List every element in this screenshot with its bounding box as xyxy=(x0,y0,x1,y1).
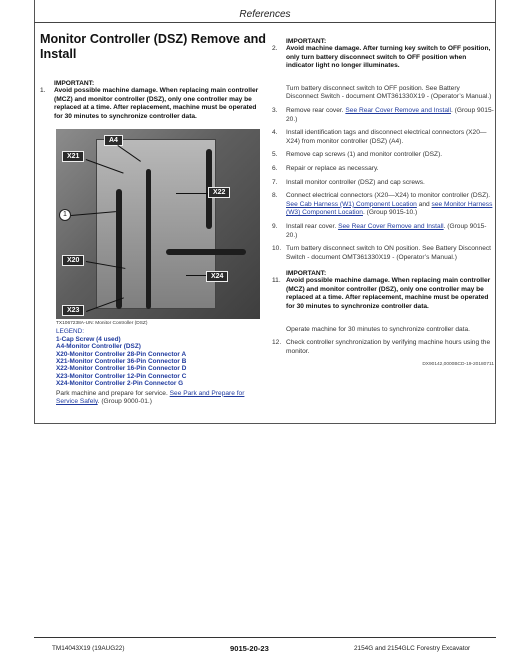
step-group: . (Group 9015-20.) xyxy=(286,222,487,239)
leader-line xyxy=(186,275,206,276)
cab-harness-link[interactable]: See Cab Harness (W1) Component Location xyxy=(286,200,417,208)
step-text: Turn battery disconnect switch to ON position. See Battery Disconnect Switch - document OMT361330X19 - (Operator’s Manual.) xyxy=(286,245,491,261)
callout-x24: X24 xyxy=(206,271,228,282)
legend-item: 1-Cap Screw (4 used) xyxy=(56,335,121,343)
right-column xyxy=(272,38,494,367)
left-column xyxy=(40,32,266,406)
callout-a4: A4 xyxy=(104,135,123,146)
step-text: Install identification tags and disconnect electrical connectors (X20—X24) from monitor controller (DSZ) (A4). xyxy=(286,129,487,145)
leader-line xyxy=(176,193,208,194)
footer-machine-model: 2154G and 2154GLC Forestry Excavator xyxy=(354,645,471,652)
monitor-harness-link[interactable]: see Monitor Harness (W3) Component Location xyxy=(286,200,493,217)
step-text: Remove rear cover. xyxy=(286,106,344,114)
callout-x23: X23 xyxy=(62,305,84,316)
footer-manual-id: TM14043X19 (19AUG22) xyxy=(52,645,125,652)
park-group: . (Group 9000-01.) xyxy=(97,398,152,406)
item-marker-1: 1 xyxy=(59,209,71,221)
step-number: 6. xyxy=(272,164,278,172)
step-number: 5. xyxy=(272,151,278,159)
step-number: 1. xyxy=(40,87,46,94)
header-rule xyxy=(34,22,496,23)
legend-item: X22-Monitor Controller 16-Pin Connector D xyxy=(56,365,187,373)
callout-x22: X22 xyxy=(208,187,230,198)
step-group: . (Group 9015-20.) xyxy=(286,106,494,123)
harness-wire xyxy=(166,249,246,255)
monitor-controller-photo xyxy=(56,129,260,319)
harness-wire xyxy=(146,169,151,309)
step-text: Connect electrical connectors (X20—X24) to monitor controller (DSZ). xyxy=(286,192,491,200)
step-group: . (Group 9015-10.) xyxy=(362,209,418,217)
step-10 xyxy=(272,245,494,262)
step-3 xyxy=(272,107,494,124)
rear-cover-link[interactable]: See Rear Cover Remove and Install xyxy=(345,106,451,114)
step-12 xyxy=(272,339,494,356)
step-text: Avoid machine damage. After turning key switch to OFF position, only turn battery disconnect switch to OFF position when indicator light no longer illuminates. xyxy=(286,45,491,70)
step-2 xyxy=(272,45,494,71)
callout-x21: X21 xyxy=(62,151,84,162)
header-title: References xyxy=(239,9,291,20)
step-note: Operate machine for 30 minutes to synchronize controller data. xyxy=(286,325,470,333)
step-number: 2. xyxy=(272,45,278,52)
section-title: Monitor Controller (DSZ) Remove and Install xyxy=(40,32,266,61)
legend-item: X21-Monitor Controller 36-Pin Connector B xyxy=(56,358,187,365)
legend-item: A4-Monitor Controller (DSZ) xyxy=(56,343,141,351)
legend-item: X23-Monitor Controller 12-Pin Connector C xyxy=(56,372,187,380)
figure-caption: TX1067238A-UN: Monitor Controller (DSZ) xyxy=(56,321,148,327)
important-label: IMPORTANT: xyxy=(54,80,95,87)
legend-item: X24-Monitor Controller 2-Pin Connector G xyxy=(56,380,184,388)
footer-rule xyxy=(34,637,496,638)
step-text: Remove cap screws (1) and monitor controller (DSZ). xyxy=(286,151,443,159)
step-9 xyxy=(272,223,494,240)
callout-x20: X20 xyxy=(62,255,84,266)
step-number: 12. xyxy=(272,339,282,347)
step-11-note xyxy=(272,326,494,335)
step-number: 3. xyxy=(272,106,278,114)
harness-wire xyxy=(116,189,122,309)
park-safety-link[interactable]: See Park and Prepare for Service Safely xyxy=(56,389,245,406)
document-code: DX90142,0000BCD-19-20180711 xyxy=(422,362,494,368)
step-11 xyxy=(272,277,494,311)
step-number: 11. xyxy=(272,277,281,285)
step-8 xyxy=(272,192,494,218)
park-instruction xyxy=(56,390,266,407)
step-4 xyxy=(272,129,494,146)
legend-title: LEGEND: xyxy=(56,328,85,336)
step-6 xyxy=(272,165,494,174)
step-number: 4. xyxy=(272,129,278,137)
controller-panel xyxy=(96,139,216,309)
step-text: Install rear cover. xyxy=(286,222,337,230)
step-number: 9. xyxy=(272,222,278,230)
step-text: Install monitor controller (DSZ) and cap screws. xyxy=(286,178,425,186)
important-label: IMPORTANT: xyxy=(286,38,327,45)
important-label: IMPORTANT: xyxy=(286,270,327,278)
step-1 xyxy=(40,87,266,121)
legend xyxy=(56,328,266,387)
legend-item: X20-Monitor Controller 28-Pin Connector A xyxy=(56,350,187,358)
step-text: Avoid possible machine damage. When replacing main controller (MCZ) and monitor controller (DSZ), only one controller may be replaced at a time. After replacement, machine must be operated for 30 minutes to synchronize controller data. xyxy=(54,87,259,120)
step-text: Check controller synchronization by verifying machine hours using the monitor. xyxy=(286,339,491,355)
step-text: Avoid possible machine damage. When replacing main controller (MCZ) and monitor controller (DSZ), only one controller may be replaced at a time. After replacement, machine must be operated for 30 minutes to synchronize controller data. xyxy=(286,277,491,311)
footer-page-number: 9015-20-23 xyxy=(230,644,269,653)
rear-cover-link[interactable]: See Rear Cover Remove and Install xyxy=(338,222,444,230)
step-text: Repair or replace as necessary. xyxy=(286,164,379,172)
step-number: 7. xyxy=(272,178,278,186)
step-and: and xyxy=(418,200,430,208)
step-5 xyxy=(272,151,494,160)
park-text: Park machine and prepare for service. xyxy=(56,389,168,397)
step-note: Turn battery disconnect switch to OFF position. See Battery Disconnect Switch - document OMT361330X19 - (Operator’s Manual.) xyxy=(286,84,492,101)
step-2-note xyxy=(272,85,494,102)
step-number: 8. xyxy=(272,192,278,200)
step-7 xyxy=(272,179,494,188)
step-number: 10. xyxy=(272,245,282,253)
